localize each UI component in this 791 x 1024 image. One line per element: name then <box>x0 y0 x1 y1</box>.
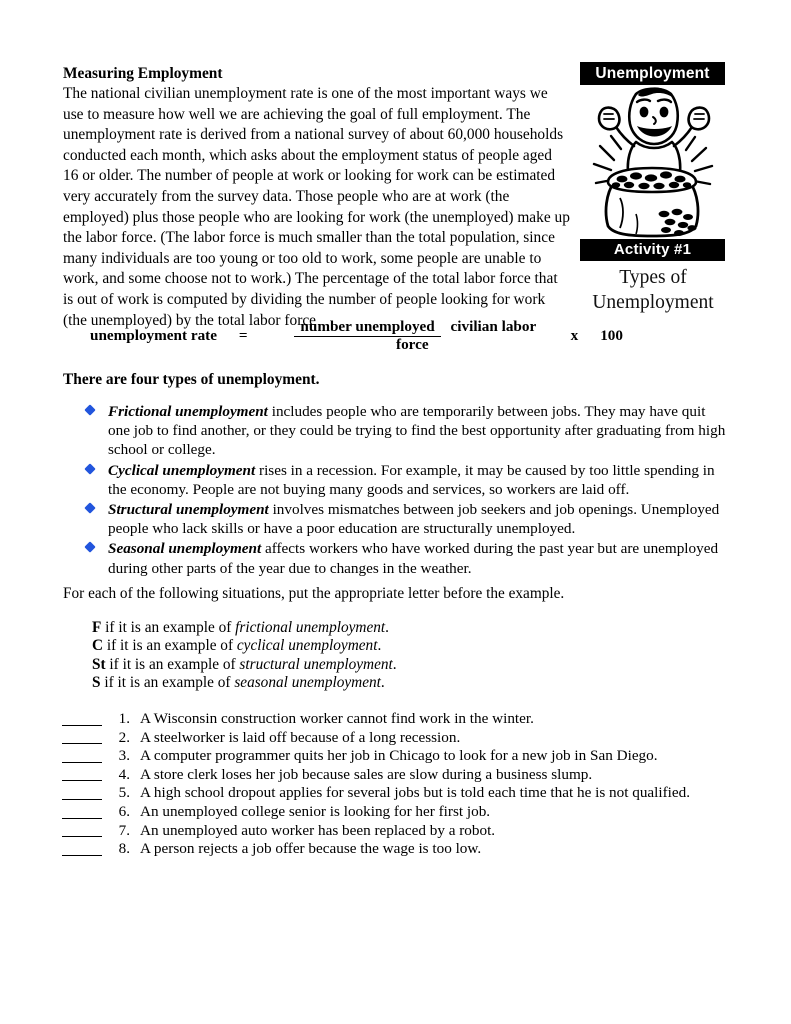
bullet-term: Seasonal unemployment <box>108 540 262 558</box>
question-number: 8. <box>118 840 130 858</box>
bullet-term: Cyclical unemployment <box>108 461 256 479</box>
unemployment-types-list <box>86 402 726 579</box>
unemployment-rate-formula <box>63 318 623 354</box>
key-term: seasonal unemployment <box>234 674 381 692</box>
key-row <box>92 637 397 655</box>
bullet-term: Structural unemployment <box>108 501 269 519</box>
question-text: A person rejects a job offer because the wage is too low. <box>140 840 482 858</box>
question-number: 1. <box>118 710 130 727</box>
question-text: A Wisconsin construction worker cannot find work in the winter. <box>140 710 534 727</box>
activity-sidebar <box>580 62 728 315</box>
intro-paragraph: The national civilian unemployment rate is one of the most important ways we use to measure how well we are achieving the goal of full employment. The unemployment rate is derived from a national survey of about 60,000 households conducted each month, which asks about the employment status of people aged 16 or older. The number of people at work or looking for work can be estimated very accurately from the survey data. Those people who are at work (the employed) plus those people who are looking for work (the unemployed) make up the labor force. (The labor force is much smaller than the total population, since many individuals are too young or too old to work, some people are unable to work, and some choose not to work.) The percentage of the total labor force that is out of work is computed by dividing the number of people looking for work (the unemployed) by the total labor force <box>63 85 570 329</box>
key-middle: if it is an example of <box>105 655 240 673</box>
bullet-term: Frictional unemployment <box>108 403 268 420</box>
question-row <box>62 822 742 841</box>
question-number: 3. <box>118 747 130 765</box>
question-text: An unemployed auto worker has been replaced by a robot. <box>140 821 496 839</box>
coin-sack-illustration <box>580 86 725 238</box>
bullet-description: includes people who are temporarily between jobs. They may have quit one job to find another, or they could be trying to find the best opportunity after graduating from high school or college. <box>108 403 726 459</box>
answer-blank-input[interactable] <box>62 822 102 837</box>
key-end: . <box>380 674 385 692</box>
question-row <box>62 710 742 729</box>
question-text: A store clerk loses her job because sales are slow during a business slump. <box>140 765 593 783</box>
question-number: 5. <box>118 784 130 802</box>
key-row <box>92 674 397 692</box>
bullet-body <box>106 402 726 460</box>
key-term: frictional unemployment <box>235 619 386 636</box>
key-middle: if it is an example of <box>100 674 235 692</box>
answer-blank-input[interactable] <box>62 729 102 744</box>
question-number: 7. <box>118 821 130 839</box>
activity-title <box>577 265 729 315</box>
activity-title-line2: Unemployment <box>592 292 714 313</box>
question-text: An unemployed college senior is looking for her first job. <box>140 802 491 820</box>
key-end: . <box>377 637 382 655</box>
key-middle: if it is an example of <box>101 619 236 636</box>
formula-numerator: number unemployed <box>294 318 440 337</box>
exercise-instruction: For each of the following situations, put the appropriate letter before the example. <box>63 585 565 602</box>
answer-blank-input[interactable] <box>62 841 102 856</box>
diamond-bullet-icon <box>86 402 106 414</box>
list-item <box>86 402 726 460</box>
activity-banner <box>580 239 725 261</box>
key-middle: if it is an example of <box>103 637 237 655</box>
formula-multiply-sign: x <box>570 327 579 344</box>
question-row <box>62 766 742 785</box>
activity-title-line1: Types of <box>619 267 687 288</box>
bullet-body <box>106 500 726 538</box>
question-number: 2. <box>118 728 130 746</box>
answer-blank-input[interactable] <box>62 748 102 763</box>
list-item <box>86 500 726 538</box>
key-end: . <box>392 655 397 673</box>
formula-fraction <box>282 318 549 354</box>
types-intro-line: There are four types of unemployment. <box>63 371 320 388</box>
list-item <box>86 539 726 577</box>
unemployment-banner: Unemployment <box>580 62 725 85</box>
key-letter: C <box>92 637 104 655</box>
formula-factor: 100 <box>600 327 623 344</box>
key-term: structural unemployment <box>239 655 393 673</box>
key-end: . <box>385 619 389 636</box>
question-text: A high school dropout applies for several jobs but is told each time that he is not qualified. <box>140 784 691 802</box>
answer-blank-input[interactable] <box>62 766 102 781</box>
key-row <box>92 656 397 674</box>
question-row <box>62 803 742 822</box>
activity-banner-label: Activity #1 <box>613 241 692 258</box>
key-letter: St <box>92 655 106 673</box>
key-term: cyclical unemployment <box>236 637 378 655</box>
bullet-body <box>106 461 726 499</box>
key-letter: S <box>92 674 101 692</box>
formula-label: unemployment rate <box>90 327 217 344</box>
bullet-body <box>106 539 726 577</box>
answer-blank-input[interactable] <box>62 785 102 800</box>
list-item <box>86 461 726 499</box>
bullet-description: affects workers who have worked during the past year but are unemployed during other parts of the year due to changes in the weather. <box>108 540 719 577</box>
question-text: A steelworker is laid off because of a long recession. <box>140 728 461 746</box>
answer-key-legend <box>92 619 397 693</box>
diamond-bullet-icon <box>86 500 106 512</box>
page-title: Measuring Employment <box>63 65 223 82</box>
answer-blank-input[interactable] <box>62 711 102 726</box>
question-row <box>62 840 742 859</box>
formula-equals-sign: = <box>238 327 248 344</box>
question-number: 6. <box>118 802 130 820</box>
question-text: A computer programmer quits her job in Chicago to look for a new job in San Diego. <box>140 747 658 765</box>
key-row <box>92 619 397 637</box>
question-row <box>62 747 742 766</box>
bullet-description: involves mismatches between job seekers and job openings. Unemployed people who lack skills or have a poor education are structurally unemployed. <box>108 501 720 538</box>
question-row <box>62 729 742 748</box>
bullet-description: rises in a recession. For example, it may be caused by too little spending in the economy. People are not buying many goods and services, so workers are laid off. <box>108 461 715 498</box>
diamond-bullet-icon <box>86 539 106 551</box>
question-row <box>62 784 742 803</box>
key-letter: F <box>92 619 102 636</box>
formula-denominator: civilian labor force <box>396 318 537 353</box>
question-list <box>62 710 742 859</box>
answer-blank-input[interactable] <box>62 804 102 819</box>
question-number: 4. <box>118 765 130 783</box>
diamond-bullet-icon <box>86 461 106 473</box>
